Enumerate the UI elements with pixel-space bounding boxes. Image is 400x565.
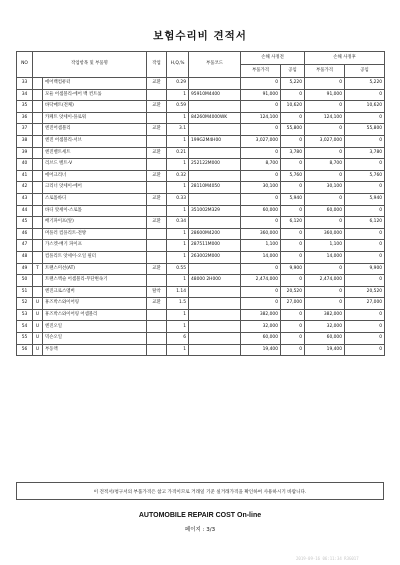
row-mark <box>33 240 43 252</box>
row-work: 교환 <box>147 101 167 113</box>
row-code <box>189 344 241 356</box>
row-work: 교환 <box>147 298 167 310</box>
row-work: 교환 <box>147 217 167 229</box>
row-hq: 0.32 <box>167 170 189 182</box>
row-before-labor: 20,520 <box>281 286 305 298</box>
row-after-labor: 9,900 <box>345 263 385 275</box>
row-after-labor: 0 <box>345 135 385 147</box>
row-mark <box>33 89 43 101</box>
row-before-part-price: 0 <box>241 147 281 159</box>
row-after-labor: 6,120 <box>345 217 385 229</box>
row-after-labor: 0 <box>345 240 385 252</box>
row-after-labor: 0 <box>345 205 385 217</box>
row-before-labor: 0 <box>281 240 305 252</box>
row-no: 48 <box>17 251 33 263</box>
row-before-part-price: 60,000 <box>241 333 281 345</box>
row-item: 엔진오일 <box>43 321 147 333</box>
row-before-labor: 5,760 <box>281 170 305 182</box>
row-no: 34 <box>17 89 33 101</box>
row-item: 에어크리너 <box>43 170 147 182</box>
header-after-assessment: 손해 사정후 <box>305 52 385 65</box>
row-before-part-price: 19,400 <box>241 344 281 356</box>
row-before-labor: 0 <box>281 205 305 217</box>
row-code: 263002M000 <box>189 251 241 263</box>
row-hq: 1 <box>167 205 189 217</box>
row-mark <box>33 101 43 113</box>
row-before-part-price: 2,474,000 <box>241 275 281 287</box>
footer-title: AUTOMOBILE REPAIR COST On-line <box>138 512 262 519</box>
row-work: 교환 <box>147 78 167 90</box>
row-work <box>147 333 167 345</box>
row-work: 교환 <box>147 124 167 136</box>
row-after-labor: 0 <box>345 89 385 101</box>
row-work: 교환 <box>147 147 167 159</box>
row-after-part-price: 14,000 <box>305 251 345 263</box>
row-before-part-price: 0 <box>241 124 281 136</box>
row-hq: 3.1 <box>167 124 189 136</box>
row-work <box>147 182 167 194</box>
table-row <box>17 112 385 124</box>
row-code: 252122M000 <box>189 159 241 171</box>
row-before-labor: 0 <box>281 228 305 240</box>
row-before-part-price: 0 <box>241 193 281 205</box>
row-work <box>147 205 167 217</box>
row-after-part-price: 0 <box>305 286 345 298</box>
row-before-labor: 0 <box>281 112 305 124</box>
row-work: 교환 <box>147 193 167 205</box>
row-before-labor: 5,940 <box>281 193 305 205</box>
row-before-part-price: 0 <box>241 217 281 229</box>
row-before-part-price: 0 <box>241 78 281 90</box>
row-mark <box>33 251 43 263</box>
row-before-part-price: 0 <box>241 298 281 310</box>
row-no: 55 <box>17 333 33 345</box>
row-item: 엔진크로스멤버 <box>43 286 147 298</box>
table-row <box>17 286 385 298</box>
row-after-part-price: 91,000 <box>305 89 345 101</box>
row-after-labor: 0 <box>345 321 385 333</box>
row-hq: 1 <box>167 321 189 333</box>
row-hq: 1 <box>167 309 189 321</box>
row-no: 56 <box>17 344 33 356</box>
row-mark <box>33 286 43 298</box>
row-before-part-price: 0 <box>241 101 281 113</box>
row-before-part-price: 0 <box>241 263 281 275</box>
row-before-part-price: 0 <box>241 286 281 298</box>
row-no: 43 <box>17 193 33 205</box>
row-no: 39 <box>17 147 33 159</box>
row-item: 머플러 컴플리트-전방 <box>43 228 147 240</box>
row-before-labor: 55,800 <box>281 124 305 136</box>
table-row <box>17 228 385 240</box>
row-no: 46 <box>17 228 33 240</box>
row-item: 엔진벨트세트 <box>43 147 147 159</box>
document-title: 보험수리비 견적서 <box>153 30 247 42</box>
table-row <box>17 263 385 275</box>
row-after-labor: 20,520 <box>345 286 385 298</box>
row-item: 엔진 어셈블리-서브 <box>43 135 147 147</box>
row-hq: 0.21 <box>167 147 189 159</box>
row-item: 에어백컴퓨터 <box>43 78 147 90</box>
row-work <box>147 321 167 333</box>
row-code <box>189 193 241 205</box>
row-after-labor: 0 <box>345 275 385 287</box>
row-mark <box>33 159 43 171</box>
row-item: 휴즈박스와이어링 어셈블리 <box>43 309 147 321</box>
row-before-labor: 27,000 <box>281 298 305 310</box>
row-work <box>147 228 167 240</box>
row-before-part-price: 0 <box>241 170 281 182</box>
row-mark <box>33 193 43 205</box>
row-mark <box>33 170 43 182</box>
row-item: 바디 앗세이-스로틀 <box>43 205 147 217</box>
notice-text: 이 견적서/청구서의 부품가격은 참고 가격이므로 거래일 기준 실거래가격을 확인하여 사용하시기 바랍니다. <box>93 490 307 495</box>
row-after-part-price: 0 <box>305 78 345 90</box>
header-before-part-price: 부품가격 <box>241 65 281 78</box>
row-item: 트랜스액슬 어셈블리-무단변속기 <box>43 275 147 287</box>
row-code <box>189 298 241 310</box>
row-code: 199G2M4H00 <box>189 135 241 147</box>
row-after-labor: 0 <box>345 228 385 240</box>
table-row <box>17 344 385 356</box>
row-hq: 1 <box>167 89 189 101</box>
table-row <box>17 217 385 229</box>
row-code <box>189 147 241 159</box>
row-item: 배기파이프(앞) <box>43 217 147 229</box>
row-hq: 1.14 <box>167 286 189 298</box>
row-mark <box>33 182 43 194</box>
page-number: 페이지 : 3/3 <box>184 527 216 533</box>
table-row <box>17 321 385 333</box>
row-no: 45 <box>17 217 33 229</box>
row-item: 모듈 어셈블리-에어 백 컨트롤 <box>43 89 147 101</box>
row-mark: U <box>33 298 43 310</box>
row-code <box>189 170 241 182</box>
row-after-part-price: 0 <box>305 193 345 205</box>
row-no: 41 <box>17 170 33 182</box>
row-item: 크리너 앗세이-에어 <box>43 182 147 194</box>
row-before-part-price: 360,000 <box>241 228 281 240</box>
row-item: 컴플리트 앗세이-오일 필터 <box>43 251 147 263</box>
row-before-part-price: 91,000 <box>241 89 281 101</box>
row-mark <box>33 135 43 147</box>
row-code <box>189 101 241 113</box>
row-code <box>189 309 241 321</box>
table-row <box>17 124 385 136</box>
row-before-part-price: 382,000 <box>241 309 281 321</box>
row-no: 42 <box>17 182 33 194</box>
row-after-labor: 0 <box>345 159 385 171</box>
row-code <box>189 286 241 298</box>
row-after-part-price: 0 <box>305 101 345 113</box>
table-row <box>17 78 385 90</box>
row-hq: 0.59 <box>167 101 189 113</box>
row-work: 탈착 <box>147 286 167 298</box>
row-item: 바닥매트(전체) <box>43 101 147 113</box>
row-no: 50 <box>17 275 33 287</box>
row-before-labor: 0 <box>281 159 305 171</box>
row-hq: 1 <box>167 112 189 124</box>
row-code <box>189 217 241 229</box>
row-before-labor: 0 <box>281 321 305 333</box>
row-item: 카페트 앗세이-플로워 <box>43 112 147 124</box>
row-after-part-price: 1,100 <box>305 240 345 252</box>
table-row <box>17 240 385 252</box>
row-after-part-price: 60,000 <box>305 205 345 217</box>
row-hq: 1 <box>167 251 189 263</box>
row-hq: 1 <box>167 159 189 171</box>
table-body <box>17 78 385 356</box>
row-hq: 1 <box>167 182 189 194</box>
table-row <box>17 182 385 194</box>
row-work <box>147 309 167 321</box>
header-no: NO <box>17 52 33 78</box>
row-after-part-price: 2,474,000 <box>305 275 345 287</box>
row-hq: 0.29 <box>167 78 189 90</box>
row-item: 부동액 <box>43 344 147 356</box>
row-work: 교환 <box>147 170 167 182</box>
row-code: 351002M329 <box>189 205 241 217</box>
header-hq: H,Q,% <box>167 52 189 78</box>
row-mark <box>33 112 43 124</box>
header-before-labor: 공임 <box>281 65 305 78</box>
row-after-labor: 5,940 <box>345 193 385 205</box>
row-before-part-price: 124,100 <box>241 112 281 124</box>
row-code: 287511M000 <box>189 240 241 252</box>
row-hq: 1 <box>167 240 189 252</box>
row-work <box>147 112 167 124</box>
row-no: 44 <box>17 205 33 217</box>
row-before-labor: 3,780 <box>281 147 305 159</box>
row-hq: 0.34 <box>167 217 189 229</box>
row-before-labor: 0 <box>281 333 305 345</box>
row-item: 가스켓-배기 파이프 <box>43 240 147 252</box>
table-row <box>17 193 385 205</box>
row-no: 36 <box>17 112 33 124</box>
row-item: 스로틀바디 <box>43 193 147 205</box>
row-work <box>147 240 167 252</box>
row-after-part-price: 30,100 <box>305 182 345 194</box>
row-after-part-price: 0 <box>305 124 345 136</box>
row-no: 37 <box>17 124 33 136</box>
table-row <box>17 205 385 217</box>
row-code: 84260M4000WK <box>189 112 241 124</box>
row-hq: 1 <box>167 228 189 240</box>
row-before-labor: 0 <box>281 344 305 356</box>
row-code: 28110M4050 <box>189 182 241 194</box>
row-before-labor: 0 <box>281 309 305 321</box>
row-after-labor: 5,220 <box>345 78 385 90</box>
row-after-labor: 0 <box>345 309 385 321</box>
row-mark <box>33 217 43 229</box>
row-after-part-price: 3,027,000 <box>305 135 345 147</box>
notice-box <box>16 482 384 500</box>
row-after-part-price: 32,000 <box>305 321 345 333</box>
row-hq: 1 <box>167 135 189 147</box>
row-code: 28600M4200 <box>189 228 241 240</box>
row-mark: U <box>33 333 43 345</box>
row-before-labor: 0 <box>281 275 305 287</box>
row-work <box>147 275 167 287</box>
row-after-labor: 27,000 <box>345 298 385 310</box>
row-after-labor: 10,620 <box>345 101 385 113</box>
row-code: 95910M4400 <box>189 89 241 101</box>
header-before-assessment: 손해 사정전 <box>241 52 305 65</box>
row-after-part-price: 0 <box>305 263 345 275</box>
row-before-part-price: 8,700 <box>241 159 281 171</box>
header-work: 작업 <box>147 52 167 78</box>
row-no: 38 <box>17 135 33 147</box>
table-row <box>17 275 385 287</box>
row-item: 리브드 벨트-V <box>43 159 147 171</box>
row-no: 35 <box>17 101 33 113</box>
table-row <box>17 298 385 310</box>
row-before-labor: 0 <box>281 89 305 101</box>
row-after-labor: 55,800 <box>345 124 385 136</box>
print-timestamp: 2019-09-16 06:11:34 R3G017 <box>296 556 359 561</box>
row-before-labor: 10,620 <box>281 101 305 113</box>
row-work: 교환 <box>147 263 167 275</box>
row-hq: 0.33 <box>167 193 189 205</box>
header-item: 작업항목 및 부품명 <box>33 52 147 78</box>
table-row <box>17 159 385 171</box>
row-after-part-price: 19,400 <box>305 344 345 356</box>
row-before-labor: 0 <box>281 135 305 147</box>
row-after-part-price: 382,000 <box>305 309 345 321</box>
row-work <box>147 344 167 356</box>
row-after-part-price: 0 <box>305 147 345 159</box>
row-mark: U <box>33 309 43 321</box>
row-mark <box>33 205 43 217</box>
row-mark: U <box>33 344 43 356</box>
table-row <box>17 333 385 345</box>
row-after-labor: 0 <box>345 112 385 124</box>
row-code <box>189 333 241 345</box>
row-hq: 1 <box>167 344 189 356</box>
row-code: 48000 2H000 <box>189 275 241 287</box>
row-after-part-price: 60,000 <box>305 333 345 345</box>
row-item: 믹슨오일 <box>43 333 147 345</box>
row-mark <box>33 78 43 90</box>
header-after-part-price: 부품가격 <box>305 65 345 78</box>
row-before-part-price: 14,000 <box>241 251 281 263</box>
table-row <box>17 251 385 263</box>
row-work <box>147 159 167 171</box>
header-after-labor: 공임 <box>345 65 385 78</box>
row-before-part-price: 30,100 <box>241 182 281 194</box>
row-after-part-price: 8,700 <box>305 159 345 171</box>
row-no: 49 <box>17 263 33 275</box>
estimate-table <box>16 51 385 356</box>
table-row <box>17 309 385 321</box>
row-before-part-price: 60,000 <box>241 205 281 217</box>
row-item: 휴즈박스와이어링 <box>43 298 147 310</box>
table-row <box>17 147 385 159</box>
row-hq: 0.55 <box>167 263 189 275</box>
row-before-labor: 0 <box>281 251 305 263</box>
row-mark: T <box>33 263 43 275</box>
row-hq: 6 <box>167 333 189 345</box>
row-hq: 1 <box>167 275 189 287</box>
row-before-labor: 9,900 <box>281 263 305 275</box>
row-after-labor: 5,760 <box>345 170 385 182</box>
row-after-labor: 0 <box>345 251 385 263</box>
row-after-part-price: 0 <box>305 170 345 182</box>
row-item: 엔진어셈블리 <box>43 124 147 136</box>
row-before-labor: 6,120 <box>281 217 305 229</box>
row-after-part-price: 124,100 <box>305 112 345 124</box>
table-row <box>17 101 385 113</box>
row-before-part-price: 3,027,000 <box>241 135 281 147</box>
row-code <box>189 124 241 136</box>
row-after-labor: 0 <box>345 182 385 194</box>
row-no: 52 <box>17 298 33 310</box>
row-before-part-price: 1,100 <box>241 240 281 252</box>
row-code <box>189 321 241 333</box>
row-no: 54 <box>17 321 33 333</box>
row-mark <box>33 147 43 159</box>
row-no: 53 <box>17 309 33 321</box>
row-before-labor: 0 <box>281 182 305 194</box>
row-after-part-price: 0 <box>305 298 345 310</box>
row-no: 51 <box>17 286 33 298</box>
row-work <box>147 135 167 147</box>
row-mark <box>33 228 43 240</box>
row-before-labor: 5,220 <box>281 78 305 90</box>
row-after-part-price: 360,000 <box>305 228 345 240</box>
row-mark: U <box>33 321 43 333</box>
row-mark <box>33 124 43 136</box>
row-no: 40 <box>17 159 33 171</box>
estimate-table-container <box>16 51 384 356</box>
row-no: 33 <box>17 78 33 90</box>
row-hq: 1.5 <box>167 298 189 310</box>
row-code <box>189 78 241 90</box>
table-row <box>17 135 385 147</box>
row-no: 47 <box>17 240 33 252</box>
table-row <box>17 170 385 182</box>
table-row <box>17 89 385 101</box>
row-item: 트랜스미션(AT) <box>43 263 147 275</box>
row-after-labor: 0 <box>345 333 385 345</box>
row-mark <box>33 275 43 287</box>
row-after-labor: 3,780 <box>345 147 385 159</box>
header-code: 부품코드 <box>189 52 241 78</box>
row-work <box>147 89 167 101</box>
row-work <box>147 251 167 263</box>
row-after-part-price: 0 <box>305 217 345 229</box>
row-after-labor: 0 <box>345 344 385 356</box>
row-code <box>189 263 241 275</box>
row-before-part-price: 32,000 <box>241 321 281 333</box>
